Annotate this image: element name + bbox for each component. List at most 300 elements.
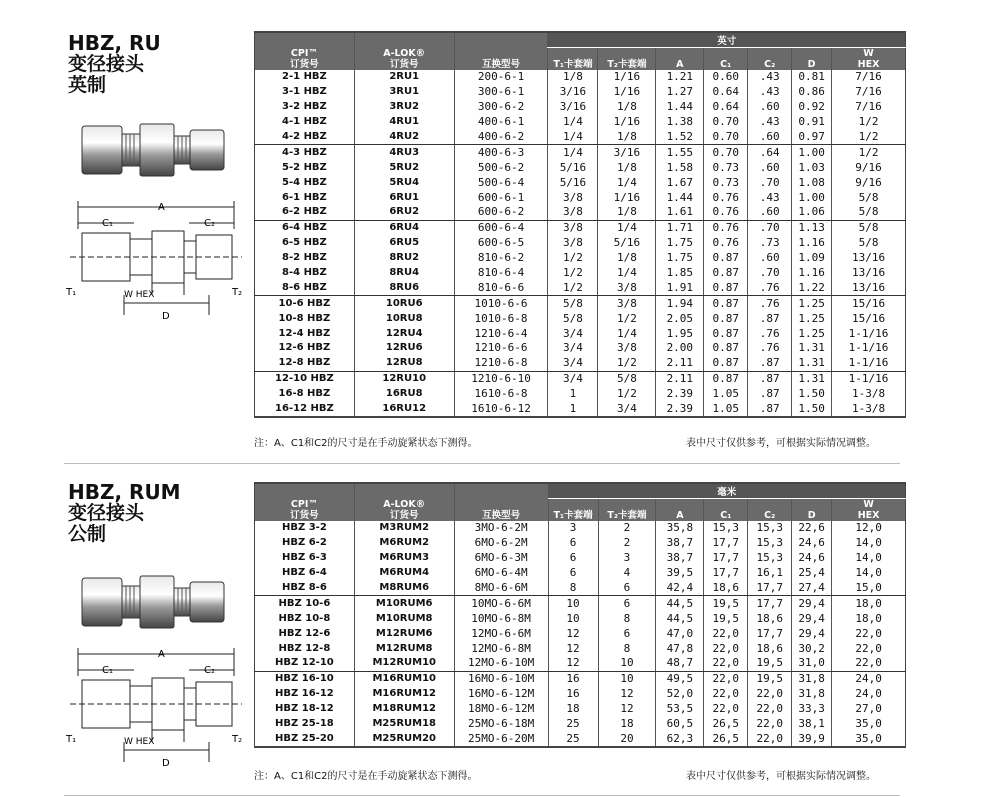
cell-interchange: 16MO-6-12M [454, 687, 548, 702]
table-row [255, 145, 906, 160]
cell-t2: 3 [598, 551, 656, 566]
cell-t1: 6 [548, 536, 598, 551]
cell-c1: 17,7 [704, 566, 748, 581]
cell-alok: 6RU5 [354, 236, 454, 251]
cell-c2: .70 [748, 175, 792, 190]
cell-t1: 5/8 [548, 311, 598, 326]
cell-a: 1.67 [656, 175, 704, 190]
cell-c2: .76 [748, 326, 792, 341]
cell-d: 1.09 [792, 251, 832, 266]
cell-w: 13/16 [832, 266, 906, 281]
header-unit: 英寸 [548, 32, 906, 48]
cell-alok: 3RU1 [354, 85, 454, 100]
cell-interchange: 1610-6-12 [454, 402, 548, 418]
cell-d: 0.92 [792, 100, 832, 115]
cell-w: 1-1/16 [832, 341, 906, 356]
table-body-metric [255, 521, 906, 747]
cell-t2: 1/4 [598, 326, 656, 341]
cell-interchange: 16MO-6-10M [454, 671, 548, 686]
cell-d: 1.22 [792, 280, 832, 295]
cell-a: 42,4 [656, 581, 704, 596]
header-c1: C₁ [704, 48, 748, 71]
header-interchange: 互换型号 [454, 483, 548, 521]
cell-cpi: HBZ 18-12 [275, 703, 334, 715]
cell-a: 52,0 [656, 687, 704, 702]
table-row [255, 566, 906, 581]
cell-c1: 0.70 [704, 145, 748, 160]
cell-d: 0.86 [792, 85, 832, 100]
label-d: D [162, 758, 170, 769]
cell-cpi: HBZ 25-20 [275, 732, 334, 744]
cell-d: 31,8 [792, 687, 832, 702]
cell-c1: 0.87 [704, 341, 748, 356]
cell-c1: 19,5 [704, 596, 748, 611]
cell-w: 12,0 [832, 521, 906, 536]
cell-c1: 26,5 [704, 731, 748, 747]
cell-c2: .60 [748, 251, 792, 266]
table-row [255, 371, 906, 386]
cell-t1: 3/16 [548, 100, 598, 115]
cell-cpi: 10-6 HBZ [278, 297, 331, 309]
cell-d: 1.06 [792, 205, 832, 220]
cell-cpi: 5-4 HBZ [282, 176, 327, 188]
cell-cpi: 6-4 HBZ [282, 222, 327, 234]
cell-cpi: HBZ 10-8 [278, 612, 331, 624]
table-row [255, 311, 906, 326]
cell-t1: 1/4 [548, 145, 598, 160]
cell-a: 2.00 [656, 341, 704, 356]
table-row [255, 85, 906, 100]
cell-c2: .87 [748, 371, 792, 386]
cell-t1: 3 [548, 521, 598, 536]
cell-t2: 3/8 [598, 296, 656, 311]
cell-w: 35,0 [832, 717, 906, 732]
cell-w: 13/16 [832, 280, 906, 295]
cell-c1: 0.64 [704, 100, 748, 115]
cell-t1: 1 [548, 402, 598, 418]
cell-t2: 12 [598, 687, 656, 702]
cell-interchange: 500-6-2 [454, 160, 548, 175]
table-row [255, 717, 906, 732]
cell-c2: .87 [748, 387, 792, 402]
cell-t2: 3/16 [598, 145, 656, 160]
cell-a: 2.05 [656, 311, 704, 326]
cell-cpi: HBZ 16-10 [275, 673, 334, 685]
cell-interchange: 400-6-1 [454, 115, 548, 130]
header-t2: T₂卡套端 [598, 499, 656, 522]
table-row [255, 296, 906, 311]
table-row [255, 341, 906, 356]
table-row [255, 220, 906, 235]
cell-c2: .73 [748, 236, 792, 251]
cell-a: 1.61 [656, 205, 704, 220]
cell-cpi: HBZ 8-6 [255, 581, 355, 596]
cell-alok: M16RUM12 [354, 687, 454, 702]
cell-alok: M6RUM4 [354, 566, 454, 581]
table-row [255, 205, 906, 220]
cell-c2: .70 [748, 220, 792, 235]
cell-cpi: 12-10 HBZ [275, 373, 334, 385]
cell-a: 1.85 [656, 266, 704, 281]
table-row [255, 731, 906, 747]
cell-alok: M8RUM6 [354, 581, 454, 596]
cell-c1: 0.87 [704, 251, 748, 266]
cell-t1: 3/8 [548, 205, 598, 220]
cell-a: 2.39 [656, 402, 704, 418]
cell-a: 47,8 [656, 641, 704, 656]
cell-cpi: HBZ 10-6 [278, 597, 331, 609]
cell-a: 47,0 [656, 626, 704, 641]
cell-a: 49,5 [656, 671, 704, 686]
cell-t2: 1/8 [598, 251, 656, 266]
label-a: A [158, 649, 165, 660]
cell-alok: 16RU12 [354, 402, 454, 418]
cell-w: 5/8 [832, 236, 906, 251]
note-measure: 注：A、C1和C2的尺寸是在手动旋紧状态下测得。 [254, 771, 478, 782]
cell-interchange: 25MO-6-18M [454, 717, 548, 732]
cell-w: 13/16 [832, 251, 906, 266]
cell-d: 24,6 [792, 536, 832, 551]
cell-c2: 15,3 [748, 521, 792, 536]
cell-c2: .60 [748, 205, 792, 220]
cell-t2: 4 [598, 566, 656, 581]
cell-cpi: 3-2 HBZ [282, 101, 327, 113]
cell-t2: 1/4 [598, 220, 656, 235]
table-row [255, 402, 906, 418]
cell-t2: 8 [598, 611, 656, 626]
cell-t1: 1/2 [548, 280, 598, 295]
cell-c2: 17,7 [748, 581, 792, 596]
cell-c2: .87 [748, 356, 792, 371]
cell-t1: 5/16 [548, 160, 598, 175]
cell-d: 31,0 [792, 656, 832, 671]
cell-cpi: 8-6 HBZ [255, 280, 355, 295]
cell-t2: 1/2 [598, 356, 656, 371]
cell-d: 1.31 [792, 356, 832, 371]
cell-t1: 1/8 [548, 70, 598, 85]
cell-t1: 1/4 [548, 115, 598, 130]
cell-a: 1.94 [656, 296, 704, 311]
cell-interchange: 1210-6-10 [454, 371, 548, 386]
cell-t1: 1/2 [548, 266, 598, 281]
cell-interchange: 810-6-6 [454, 280, 548, 295]
cell-d: 29,4 [792, 596, 832, 611]
cell-c2: .70 [748, 266, 792, 281]
header-c2: C₂ [748, 499, 792, 522]
cell-interchange: 18MO-6-12M [454, 702, 548, 717]
cell-interchange: 600-6-2 [454, 205, 548, 220]
cell-d: 33,3 [792, 702, 832, 717]
cell-interchange: 300-6-1 [454, 85, 548, 100]
cell-t1: 10 [548, 596, 598, 611]
spec-table-inch [254, 31, 906, 418]
cell-c2: .43 [748, 190, 792, 205]
cell-c2: 16,1 [748, 566, 792, 581]
cell-t2: 1/8 [598, 100, 656, 115]
divider [64, 463, 900, 464]
cell-c1: 0.60 [704, 70, 748, 85]
cell-c2: .87 [748, 311, 792, 326]
cell-c1: 1.05 [704, 387, 748, 402]
table-row [255, 160, 906, 175]
cell-t1: 1/4 [548, 130, 598, 145]
cell-alok: M25RUM18 [354, 717, 454, 732]
cell-d: 1.31 [792, 371, 832, 386]
cell-w: 7/16 [832, 70, 906, 85]
cell-a: 1.58 [656, 160, 704, 175]
table-row [255, 656, 906, 671]
cell-cpi: 12-4 HBZ [278, 327, 331, 339]
cell-c1: 0.87 [704, 266, 748, 281]
table-row [255, 190, 906, 205]
cell-c1: 22,0 [704, 641, 748, 656]
cell-t1: 16 [548, 671, 598, 686]
header-interchange: 互换型号 [454, 32, 548, 70]
title-line2: 变径接头 [68, 502, 145, 524]
cell-c1: 22,0 [704, 671, 748, 686]
cell-w: 15,0 [832, 581, 906, 596]
cell-cpi: HBZ 3-2 [282, 522, 327, 534]
cell-c2: .43 [748, 70, 792, 85]
cell-cpi: 10-8 HBZ [278, 312, 331, 324]
cell-t1: 6 [548, 551, 598, 566]
header-alok: A-LOK® 订货号 [354, 32, 454, 70]
cell-t1: 8 [548, 581, 598, 596]
cell-cpi: HBZ 16-12 [275, 688, 334, 700]
dimension-drawing [64, 642, 249, 782]
cell-t2: 1/2 [598, 311, 656, 326]
cell-d: 39,9 [792, 731, 832, 747]
dimension-drawing [64, 195, 249, 335]
cell-c2: .60 [748, 100, 792, 115]
cell-interchange: 6MO-6-4M [454, 566, 548, 581]
cell-alok: 12RU6 [354, 341, 454, 356]
cell-cpi: HBZ 25-18 [275, 718, 334, 730]
cell-c1: 17,7 [704, 551, 748, 566]
cell-d: 1.25 [792, 296, 832, 311]
cell-t2: 1/4 [598, 266, 656, 281]
cell-t2: 6 [598, 581, 656, 596]
cell-t2: 2 [598, 536, 656, 551]
cell-cpi: 4-3 HBZ [282, 146, 327, 158]
header-t2: T₂卡套端 [598, 48, 656, 71]
cell-d: 29,4 [792, 611, 832, 626]
cell-c2: 22,0 [748, 687, 792, 702]
cell-interchange: 12MO-6-8M [454, 641, 548, 656]
cell-c1: 0.87 [704, 296, 748, 311]
note-reference: 表中尺寸仅供参考，可根据实际情况调整。 [686, 771, 876, 782]
cell-interchange: 500-6-4 [454, 175, 548, 190]
cell-c2: 19,5 [748, 671, 792, 686]
cell-w: 1-3/8 [832, 387, 906, 402]
cell-alok: M12RUM6 [354, 626, 454, 641]
cell-t1: 3/8 [548, 220, 598, 235]
cell-c2: 18,6 [748, 611, 792, 626]
label-c1: C₁ [102, 665, 113, 676]
cell-t1: 12 [548, 626, 598, 641]
table-row [255, 581, 906, 596]
cell-t2: 1/16 [598, 85, 656, 100]
cell-alok: M10RUM6 [354, 596, 454, 611]
cell-interchange: 6MO-6-2M [454, 536, 548, 551]
cell-alok: 12RU4 [354, 326, 454, 341]
cell-d: 1.03 [792, 160, 832, 175]
cell-w: 7/16 [832, 100, 906, 115]
cell-c1: 0.73 [704, 160, 748, 175]
cell-cpi: HBZ 6-4 [282, 567, 327, 579]
cell-w: 35,0 [832, 731, 906, 747]
cell-a: 1.52 [656, 130, 704, 145]
cell-alok: 6RU4 [354, 220, 454, 235]
header-w: W HEX [832, 499, 906, 522]
cell-t2: 2 [598, 521, 656, 536]
table-row [255, 236, 906, 251]
cell-a: 1.91 [656, 280, 704, 295]
header-d: D [792, 48, 832, 71]
cell-alok: 4RU3 [354, 145, 454, 160]
label-t1: T₁ [66, 734, 77, 745]
cell-c1: 17,7 [704, 536, 748, 551]
cell-c2: .76 [748, 280, 792, 295]
cell-alok: 10RU6 [354, 296, 454, 311]
cell-w: 1/2 [832, 130, 906, 145]
cell-t1: 25 [548, 717, 598, 732]
cell-c2: 17,7 [748, 596, 792, 611]
cell-d: 1.13 [792, 220, 832, 235]
cell-w: 14,0 [832, 536, 906, 551]
cell-c2: .64 [748, 145, 792, 160]
cell-alok: 2RU1 [354, 70, 454, 85]
cell-alok: 4RU1 [354, 115, 454, 130]
cell-t1: 12 [548, 656, 598, 671]
header-w: W HEX [832, 48, 906, 71]
cell-d: 1.25 [792, 311, 832, 326]
cell-cpi: 16-8 HBZ [278, 388, 331, 400]
table-row [255, 266, 906, 281]
cell-interchange: 8MO-6-6M [454, 581, 548, 596]
cell-d: 31,8 [792, 671, 832, 686]
cell-interchange: 1210-6-4 [454, 326, 548, 341]
label-c2: C₂ [204, 665, 215, 676]
cell-cpi: 3-1 HBZ [282, 86, 327, 98]
table-row [255, 175, 906, 190]
table-row [255, 596, 906, 611]
cell-t1: 25 [548, 731, 598, 747]
cell-cpi: HBZ 12-8 [278, 642, 331, 654]
cell-interchange: 6MO-6-3M [454, 551, 548, 566]
cell-d: 0.81 [792, 70, 832, 85]
cell-d: 0.91 [792, 115, 832, 130]
cell-t1: 1/2 [548, 251, 598, 266]
cell-c1: 0.76 [704, 220, 748, 235]
section-title [68, 482, 181, 545]
cell-alok: 5RU2 [354, 160, 454, 175]
title-line1: HBZ, RUM [68, 480, 181, 504]
cell-c2: 17,7 [748, 626, 792, 641]
cell-alok: 6RU1 [354, 190, 454, 205]
fitting-photo [80, 120, 228, 180]
label-a: A [158, 202, 165, 213]
cell-d: 25,4 [792, 566, 832, 581]
cell-alok: 10RU8 [354, 311, 454, 326]
cell-w: 24,0 [832, 671, 906, 686]
cell-interchange: 1210-6-6 [454, 341, 548, 356]
cell-w: 15/16 [832, 296, 906, 311]
cell-a: 2.11 [656, 371, 704, 386]
cell-alok: 4RU2 [354, 130, 454, 145]
header-c2: C₂ [748, 48, 792, 71]
cell-c1: 26,5 [704, 717, 748, 732]
table-row [255, 326, 906, 341]
cell-t1: 3/8 [548, 190, 598, 205]
cell-c2: .43 [748, 115, 792, 130]
cell-cpi: 4-2 HBZ [255, 130, 355, 145]
cell-t1: 16 [548, 687, 598, 702]
cell-t1: 3/4 [548, 326, 598, 341]
cell-cpi: HBZ 6-2 [282, 537, 327, 549]
cell-t1: 3/4 [548, 371, 598, 386]
cell-t2: 3/4 [598, 402, 656, 418]
cell-t2: 5/8 [598, 371, 656, 386]
cell-cpi: HBZ 12-6 [278, 627, 331, 639]
cell-interchange: 25MO-6-20M [454, 731, 548, 747]
cell-d: 22,6 [792, 521, 832, 536]
cell-interchange: 400-6-3 [454, 145, 548, 160]
cell-t2: 6 [598, 626, 656, 641]
cell-t1: 10 [548, 611, 598, 626]
cell-d: 1.08 [792, 175, 832, 190]
cell-d: 24,6 [792, 551, 832, 566]
cell-a: 1.21 [656, 70, 704, 85]
cell-w: 1/2 [832, 145, 906, 160]
label-d: D [162, 311, 170, 322]
cell-c1: 0.73 [704, 175, 748, 190]
cell-alok: 5RU4 [354, 175, 454, 190]
cell-w: 27,0 [832, 702, 906, 717]
cell-d: 1.16 [792, 266, 832, 281]
cell-d: 1.50 [792, 402, 832, 418]
note-reference: 表中尺寸仅供参考，可根据实际情况调整。 [686, 438, 876, 449]
cell-alok: M6RUM2 [354, 536, 454, 551]
cell-interchange: 810-6-4 [454, 266, 548, 281]
cell-cpi: 6-2 HBZ [255, 205, 355, 220]
cell-w: 18,0 [832, 596, 906, 611]
cell-w: 5/8 [832, 190, 906, 205]
header-a: A [656, 48, 704, 71]
title-line3: 英制 [68, 74, 107, 96]
cell-a: 2.39 [656, 387, 704, 402]
cell-c1: 0.76 [704, 190, 748, 205]
label-c2: C₂ [204, 218, 215, 229]
cell-t1: 5/8 [548, 296, 598, 311]
cell-c2: 22,0 [748, 717, 792, 732]
label-whex: W HEX [124, 737, 155, 747]
cell-t2: 1/4 [598, 175, 656, 190]
cell-interchange: 400-6-2 [454, 130, 548, 145]
cell-c2: 15,3 [748, 551, 792, 566]
cell-interchange: 600-6-4 [454, 220, 548, 235]
cell-t1: 3/4 [548, 341, 598, 356]
cell-cpi: 16-12 HBZ [275, 403, 334, 415]
cell-d: 1.16 [792, 236, 832, 251]
cell-alok: M3RUM2 [354, 521, 454, 536]
table-body-inch [255, 70, 906, 417]
label-t2: T₂ [232, 734, 243, 745]
cell-t2: 1/16 [598, 70, 656, 85]
cell-t2: 10 [598, 656, 656, 671]
label-c1: C₁ [102, 218, 113, 229]
cell-t2: 3/8 [598, 341, 656, 356]
